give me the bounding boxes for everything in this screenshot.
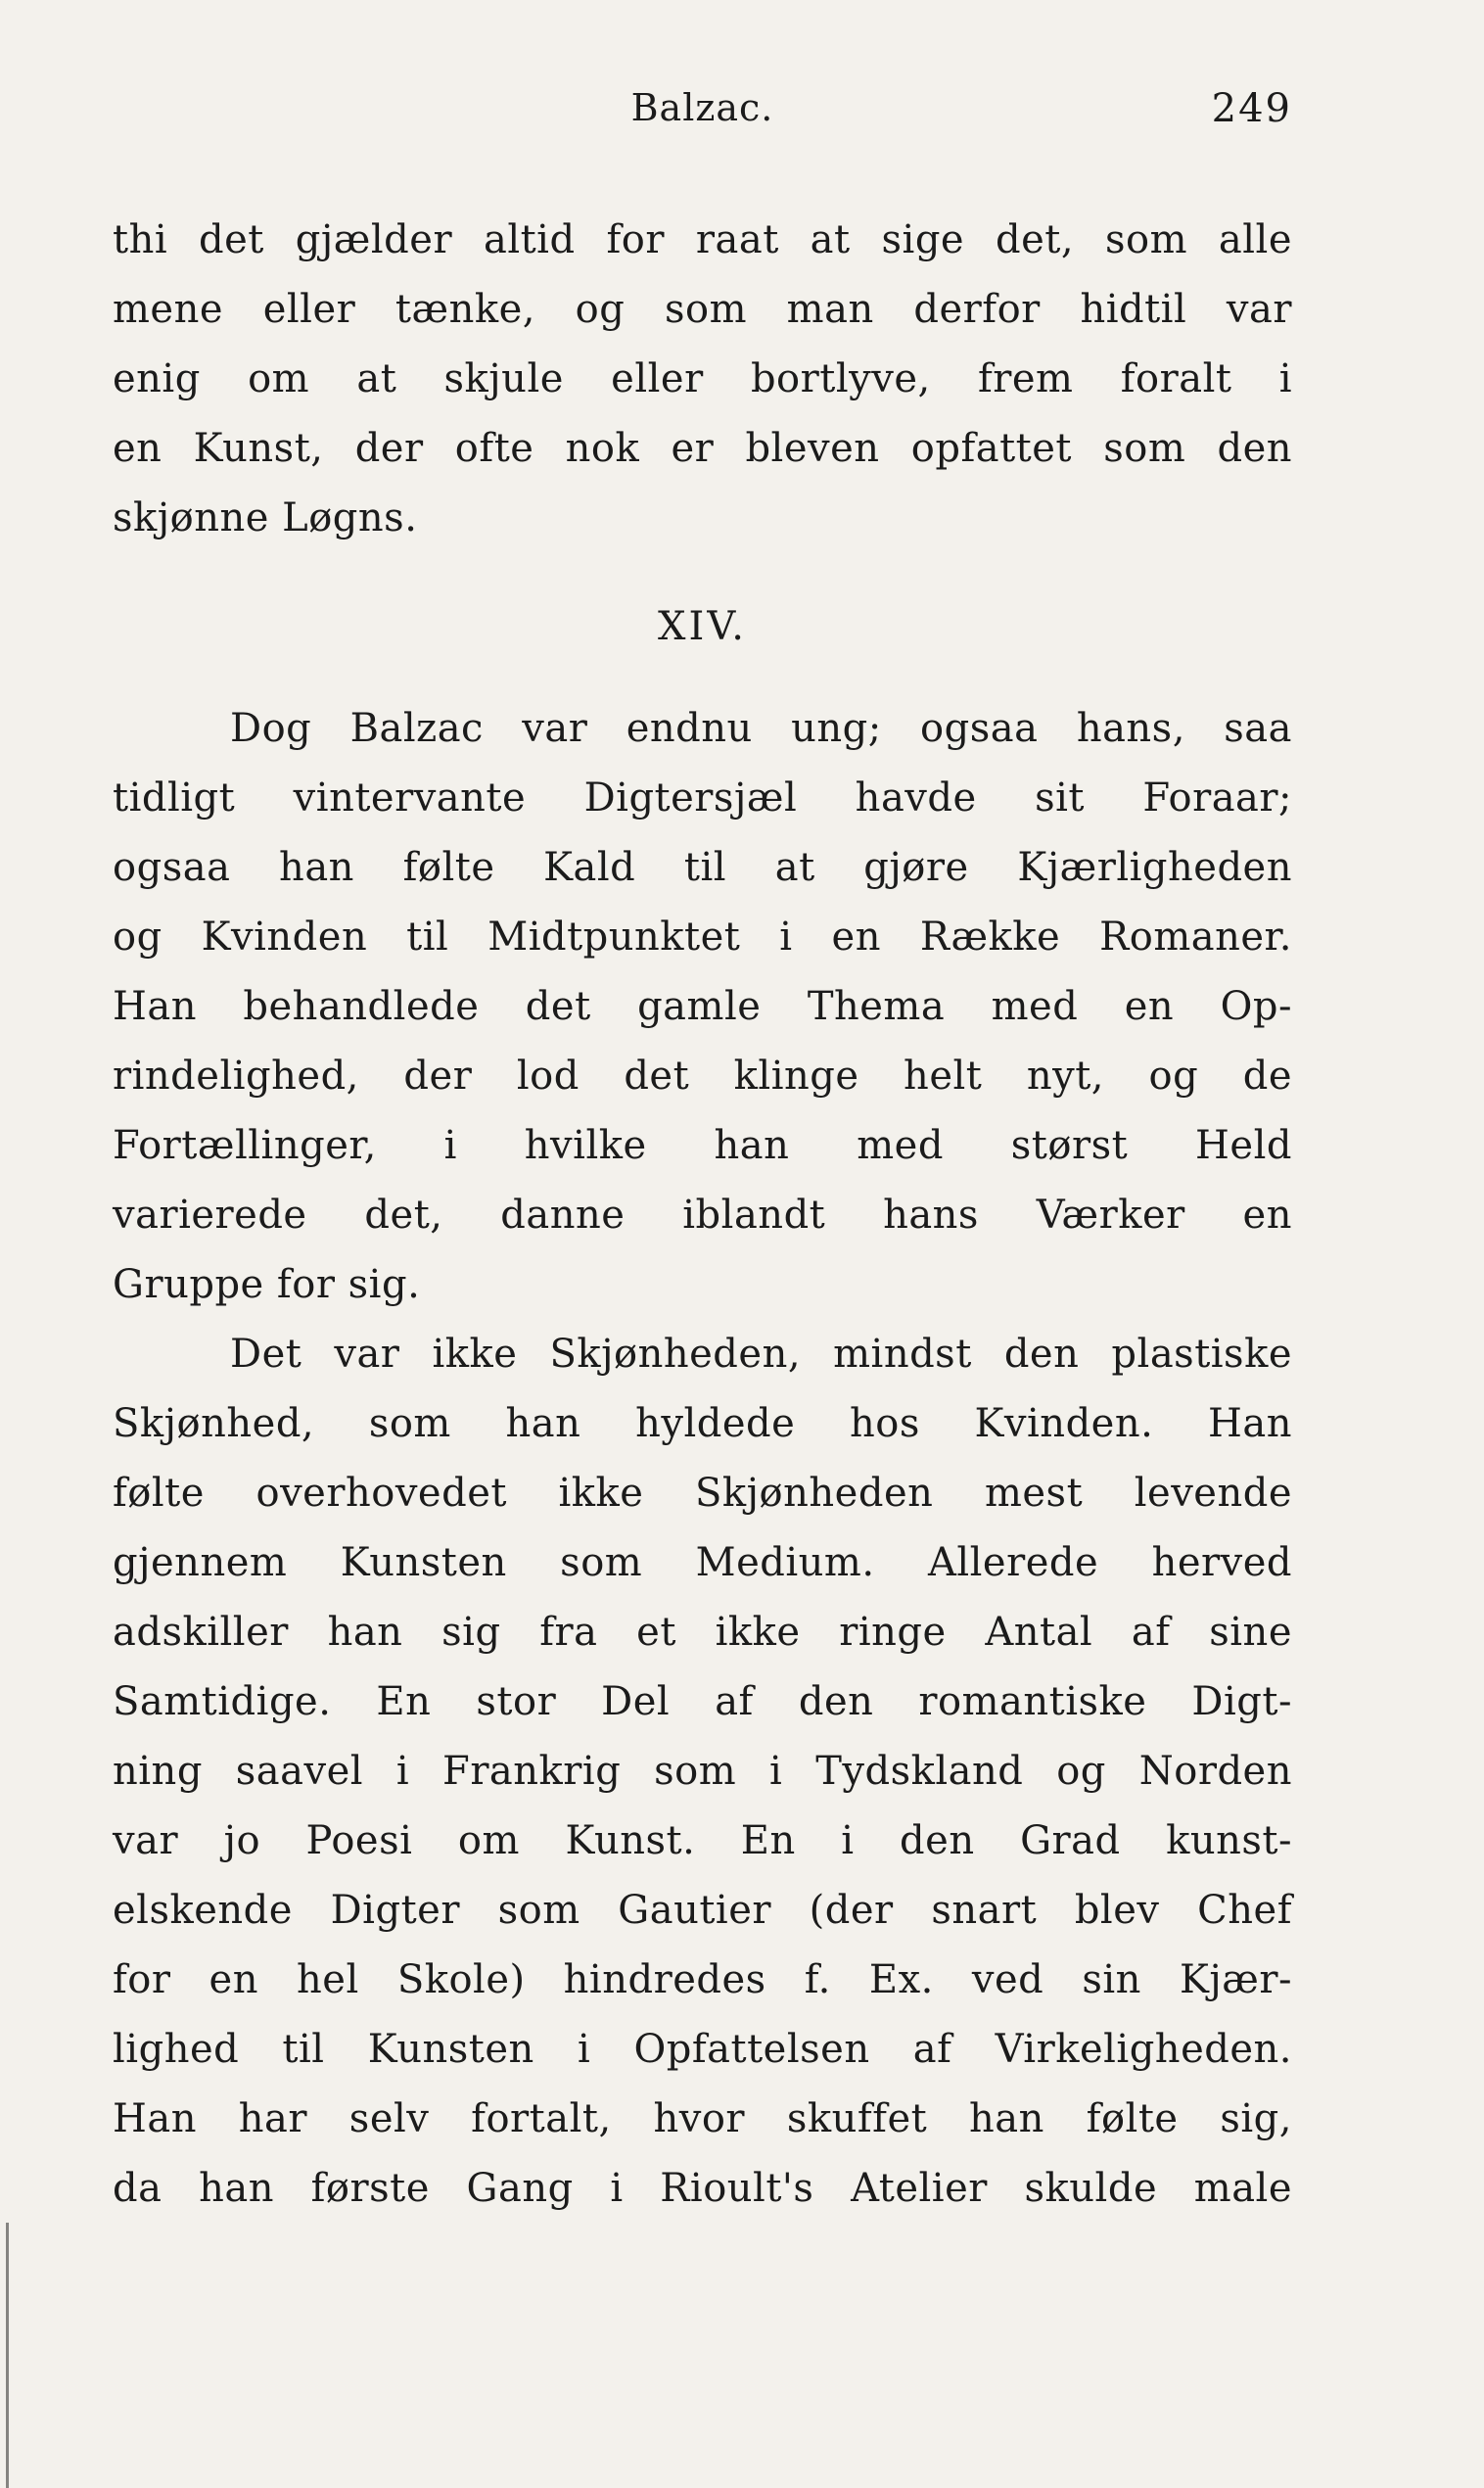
section-heading: XIV. — [658, 604, 747, 649]
text-line: skjønne Løgns. — [113, 495, 418, 540]
page-body — [113, 206, 1292, 2224]
text-line: rindelighed, der lod det klinge helt nyt, og de — [113, 1054, 1292, 1099]
text-line: varierede det, danne iblandt hans Værker en — [113, 1193, 1292, 1238]
scan-edge-mark — [6, 2223, 9, 2488]
text-line: og Kvinden til Midtpunktet i en Række Romaner. — [113, 915, 1292, 960]
text-line: lighed til Kunsten i Opfattelsen af Virkeligheden. — [113, 2027, 1292, 2072]
text-line: thi det gjælder altid for raat at sige det, som alle — [113, 217, 1292, 262]
text-line: for en hel Skole) hindredes f. Ex. ved sin Kjær- — [113, 1957, 1292, 2002]
text-line: Han har selv fortalt, hvor skuffet han følte sig, — [113, 2096, 1292, 2141]
text-line: ogsaa han følte Kald til at gjøre Kjærligheden — [113, 845, 1292, 890]
text-line: var jo Poesi om Kunst. En i den Grad kunst- — [113, 1818, 1292, 1863]
page-header — [113, 86, 1292, 145]
paragraph — [113, 1320, 1292, 2224]
text-line: Fortællinger, i hvilke han med størst Held — [113, 1123, 1292, 1168]
text-line: Han behandlede det gamle Thema med en Op- — [113, 984, 1292, 1029]
text-line: Dog Balzac var endnu ung; ogsaa hans, saa — [230, 706, 1292, 751]
paragraph — [113, 694, 1292, 1320]
text-line: adskiller han sig fra et ikke ringe Antal af sine — [113, 1610, 1292, 1655]
text-line: Samtidige. En stor Del af den romantiske Digt- — [113, 1679, 1292, 1724]
text-line: en Kunst, der ofte nok er bleven opfattet som den — [113, 426, 1292, 471]
running-title: Balzac. — [630, 86, 774, 129]
text-line: følte overhovedet ikke Skjønheden mest levende — [113, 1471, 1292, 1516]
text-line: Det var ikke Skjønheden, mindst den plastiske — [230, 1332, 1292, 1377]
text-line: ning saavel i Frankrig som i Tydskland og Norden — [113, 1749, 1292, 1794]
text-line: da han første Gang i Rioult's Atelier skulde male — [113, 2166, 1292, 2211]
text-line: elskende Digter som Gautier (der snart blev Chef — [113, 1888, 1292, 1933]
page-number: 249 — [1211, 86, 1292, 131]
text-line: mene eller tænke, og som man derfor hidtil var — [113, 287, 1292, 332]
text-line: tidligt vintervante Digtersjæl havde sit Foraar; — [113, 775, 1292, 821]
text-line: Skjønhed, som han hyldede hos Kvinden. Han — [113, 1401, 1292, 1446]
text-line: Gruppe for sig. — [113, 1262, 421, 1307]
text-line: enig om at skjule eller bortlyve, frem foralt i — [113, 356, 1292, 401]
paragraph — [113, 206, 1292, 553]
text-line: gjennem Kunsten som Medium. Allerede herved — [113, 1540, 1292, 1585]
